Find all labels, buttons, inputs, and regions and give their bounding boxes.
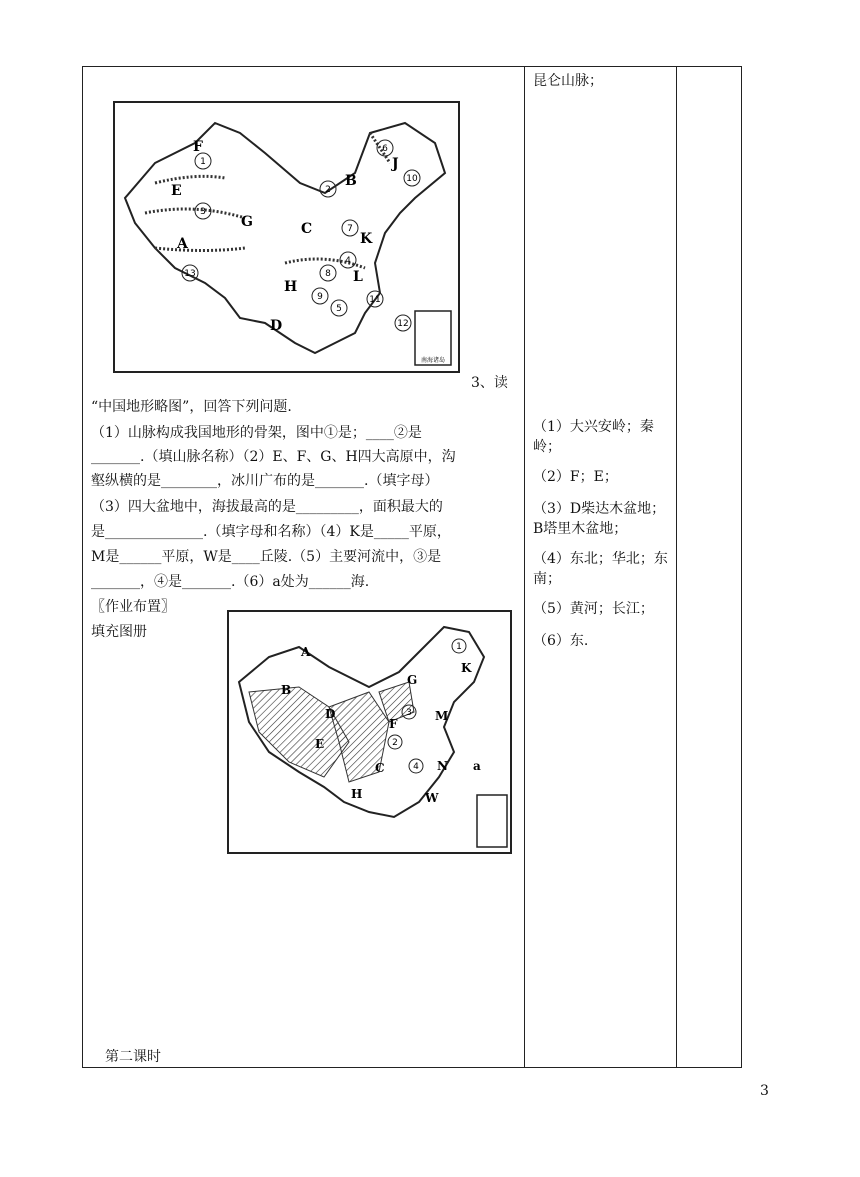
svg-text:10: 10 bbox=[406, 174, 418, 184]
svg-text:9: 9 bbox=[317, 292, 323, 302]
svg-text:8: 8 bbox=[325, 269, 331, 279]
svg-text:1: 1 bbox=[200, 157, 206, 167]
svg-text:W: W bbox=[425, 791, 439, 805]
lesson-label: 第二课时 bbox=[105, 1049, 161, 1065]
col-divider bbox=[676, 67, 677, 1067]
answer-cell bbox=[525, 67, 676, 1067]
svg-text:H: H bbox=[351, 787, 363, 801]
svg-text:C: C bbox=[375, 761, 385, 775]
question-line: 壑纵横的是________，冰川广布的是_______.（填字母） bbox=[91, 473, 439, 489]
svg-text:1: 1 bbox=[456, 642, 462, 652]
answer-item: （1）大兴安岭；秦岭； bbox=[533, 419, 654, 455]
svg-text:D: D bbox=[325, 707, 336, 721]
svg-text:K: K bbox=[360, 231, 373, 247]
svg-text:N: N bbox=[437, 759, 448, 773]
map2-svg bbox=[229, 612, 510, 852]
question-intro: 3、读 bbox=[471, 375, 508, 391]
svg-text:F: F bbox=[389, 717, 398, 731]
question-line: M是______平原，W是____丘陵.（5）主要河流中，③是 bbox=[91, 549, 442, 565]
question-line: _______，④是_______.（6）a处为______海. bbox=[91, 574, 370, 590]
homework-text: 填充图册 bbox=[91, 624, 147, 640]
answer-item: （4）东北；华北；东南； bbox=[533, 551, 668, 587]
svg-text:B: B bbox=[345, 173, 357, 189]
answer-item: （5）黄河；长江； bbox=[533, 601, 654, 617]
svg-text:F: F bbox=[193, 139, 203, 155]
svg-text:3: 3 bbox=[406, 708, 412, 718]
map1-svg bbox=[115, 103, 458, 371]
svg-text:G: G bbox=[407, 673, 418, 687]
svg-text:G: G bbox=[241, 214, 253, 230]
svg-text:M: M bbox=[435, 709, 449, 723]
question-line: （1）山脉构成我国地形的骨架，图中①是；____②是 bbox=[91, 425, 422, 441]
svg-text:12: 12 bbox=[397, 319, 409, 329]
svg-text:2: 2 bbox=[392, 738, 398, 748]
homework-title: 〖作业布置〗 bbox=[91, 599, 175, 615]
answer-item: （3）D柴达木盆地；B塔里木盆地； bbox=[533, 501, 666, 537]
svg-text:B: B bbox=[281, 683, 292, 697]
answer-item: （2）F；E； bbox=[533, 469, 618, 485]
question-line: _______.（填山脉名称）（2）E、F、G、H四大高原中，沟 bbox=[91, 449, 456, 465]
svg-text:南海诸岛: 南海诸岛 bbox=[420, 357, 446, 364]
main-cell bbox=[83, 67, 524, 1067]
svg-text:L: L bbox=[353, 269, 363, 285]
svg-text:H: H bbox=[284, 279, 298, 295]
svg-text:E: E bbox=[315, 737, 325, 751]
svg-text:2: 2 bbox=[325, 185, 331, 195]
svg-text:6: 6 bbox=[382, 144, 388, 154]
page-number: 3 bbox=[760, 1083, 769, 1099]
question-line: 是______________.（填字母和名称）（4）K是_____平原， bbox=[91, 524, 451, 540]
svg-text:A: A bbox=[301, 645, 311, 659]
svg-text:4: 4 bbox=[345, 256, 351, 266]
svg-text:K: K bbox=[461, 661, 472, 675]
svg-text:4: 4 bbox=[413, 762, 419, 772]
svg-text:7: 7 bbox=[347, 224, 353, 234]
china-terrain-map-1 bbox=[113, 101, 460, 373]
svg-text:13: 13 bbox=[184, 269, 196, 279]
svg-text:J: J bbox=[392, 156, 399, 172]
answer-top: 昆仑山脉； bbox=[533, 73, 603, 89]
question-line: “中国地形略图”，回答下列问题. bbox=[91, 399, 292, 415]
lesson-table bbox=[82, 66, 742, 1068]
svg-text:E: E bbox=[171, 183, 182, 199]
svg-text:5: 5 bbox=[336, 304, 342, 314]
svg-text:a: a bbox=[473, 759, 481, 773]
svg-text:C: C bbox=[301, 221, 313, 237]
answer-item: （6）东. bbox=[533, 633, 589, 649]
svg-text:3: 3 bbox=[200, 207, 206, 217]
china-terrain-map-2 bbox=[227, 610, 512, 854]
question-line: （3）四大盆地中，海拔最高的是_________，面积最大的 bbox=[91, 499, 443, 515]
svg-text:11: 11 bbox=[369, 295, 381, 305]
svg-text:A: A bbox=[177, 236, 188, 252]
svg-text:D: D bbox=[270, 318, 283, 334]
